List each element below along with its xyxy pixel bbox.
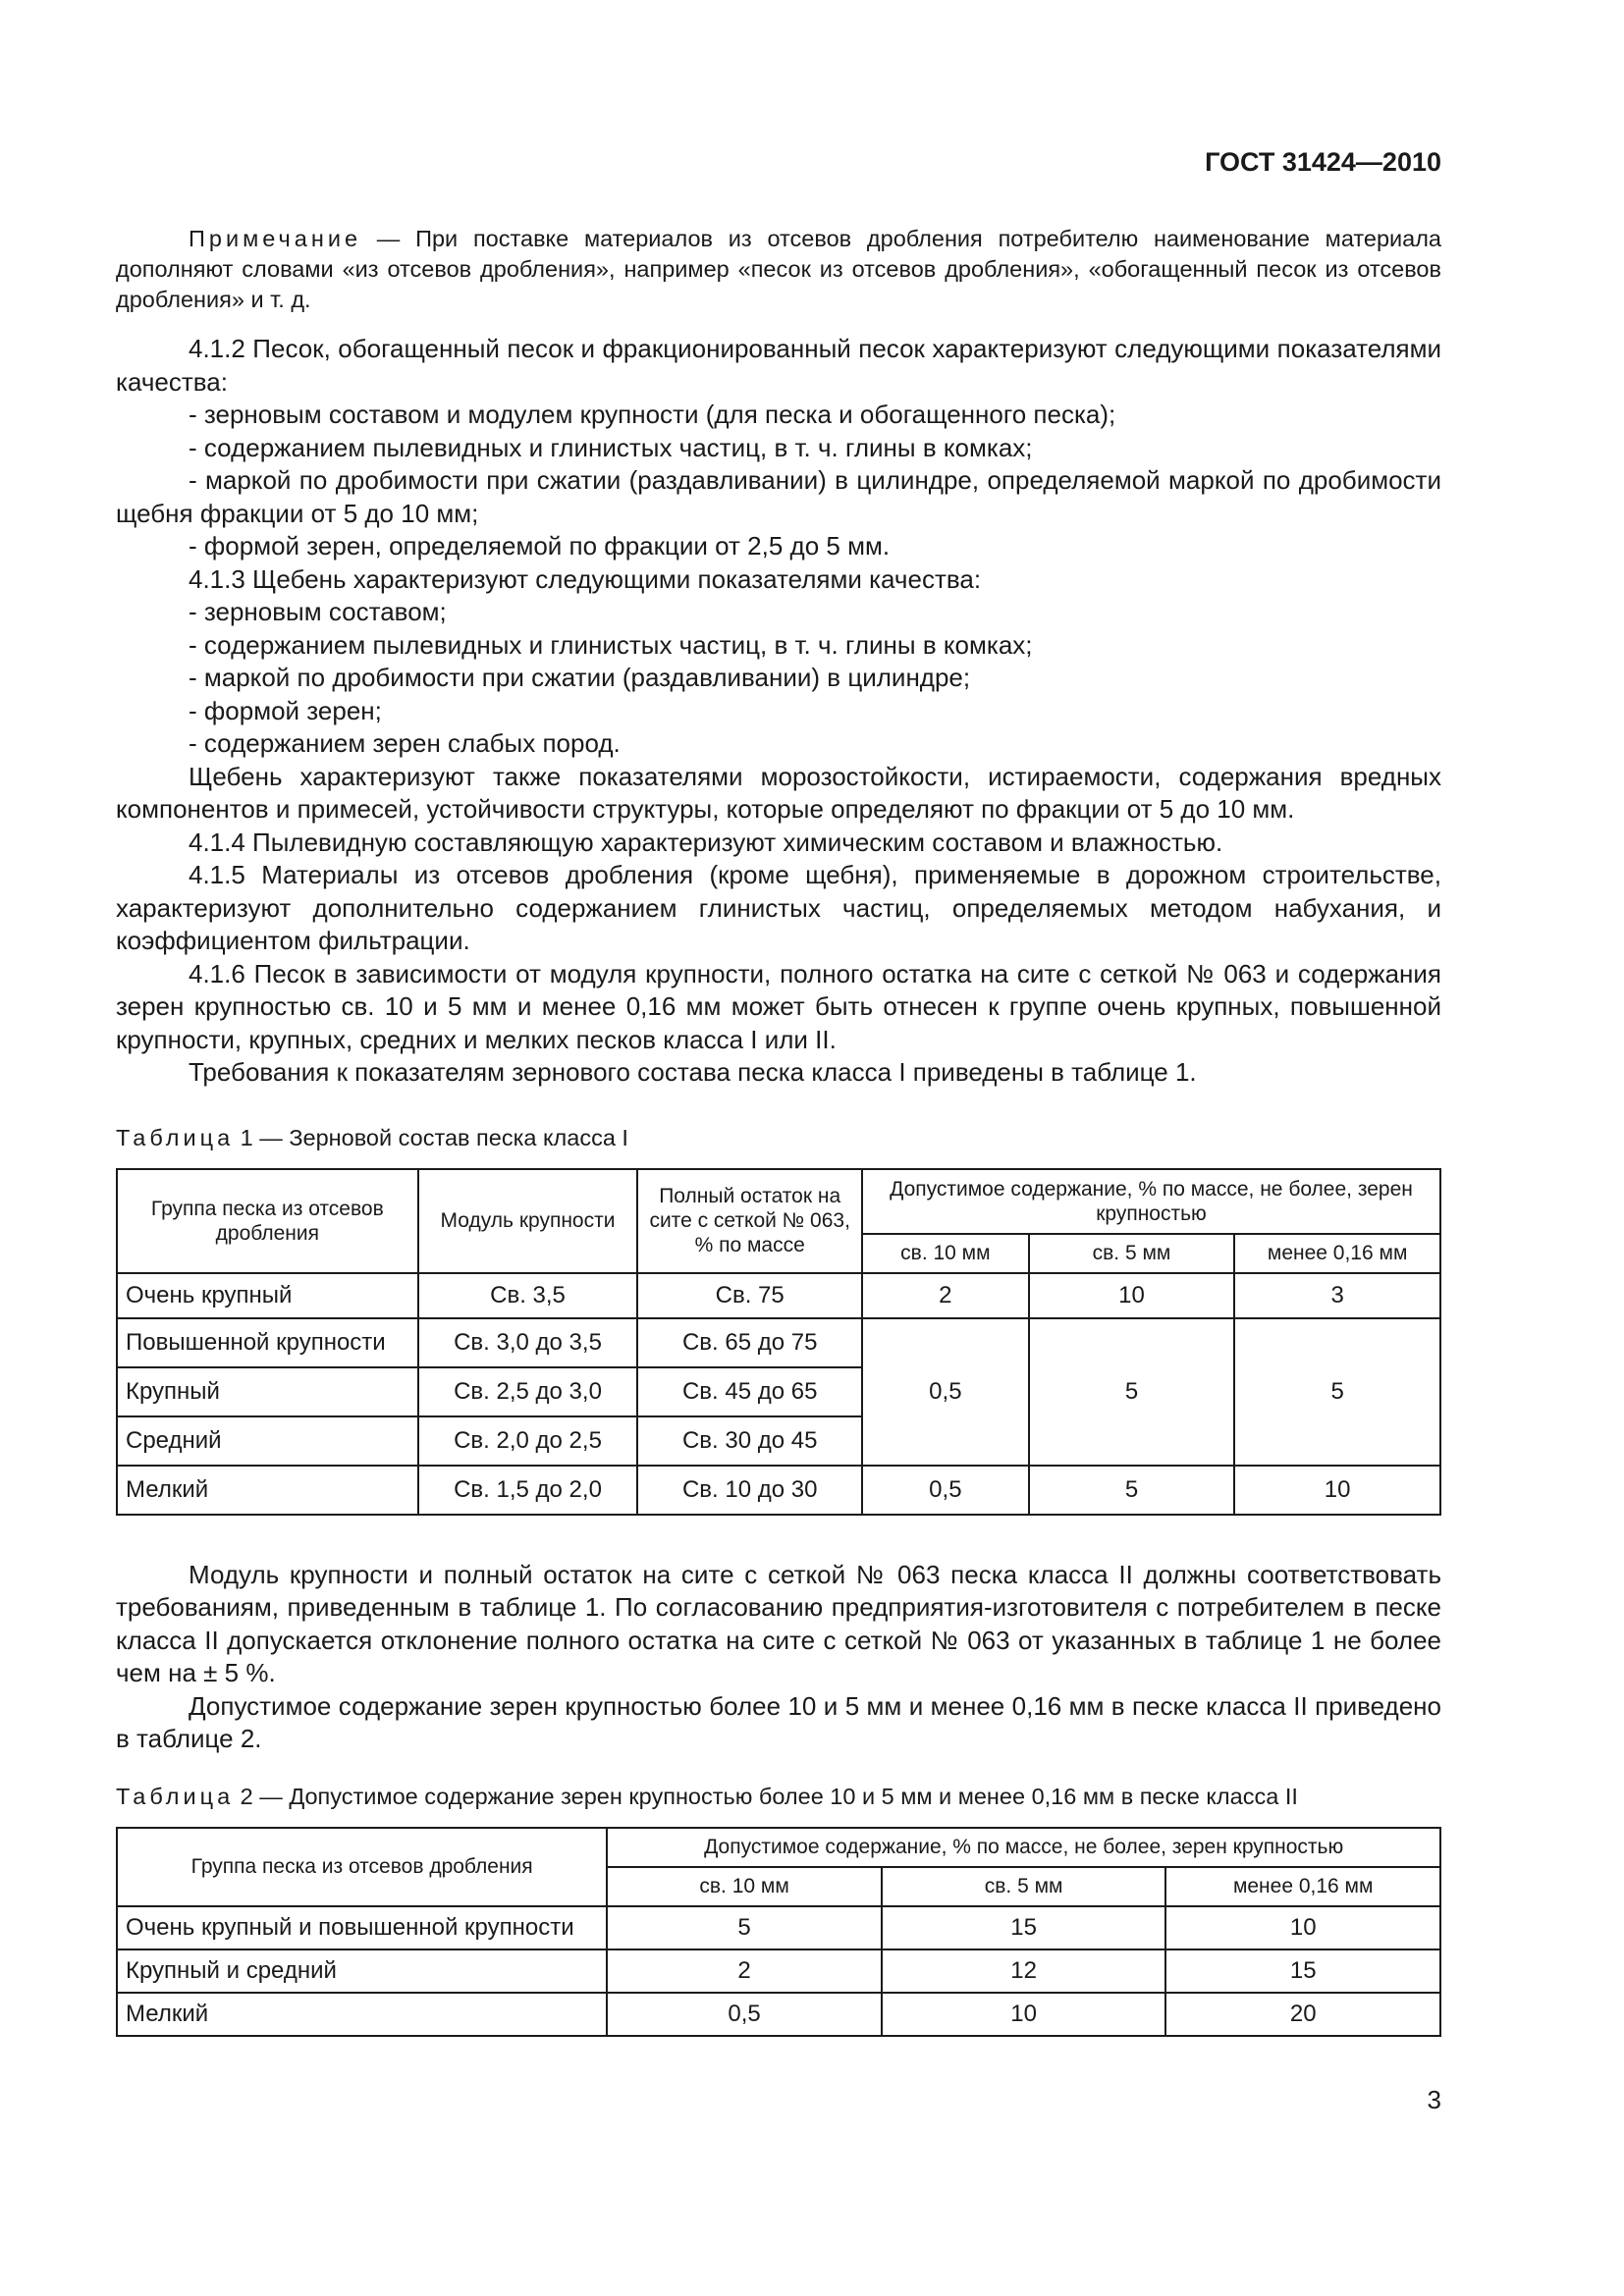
list-item: - содержанием зерен слабых пород. — [189, 728, 621, 758]
table-cell: Крупный — [117, 1367, 418, 1416]
table-cell: 2 — [607, 1949, 882, 1993]
table1-caption — [116, 1123, 1441, 1152]
table1-header-residue: Полный остаток на сите с сеткой № 063, % по массе — [637, 1169, 862, 1273]
table1-caption-text: 1 — Зерновой состав песка класса I — [234, 1124, 628, 1150]
list-item: - содержанием пылевидных и глинистых частиц, в т. ч. глины в комках; — [189, 629, 1033, 660]
table-row — [117, 1993, 1440, 2036]
table1-subheader: св. 5 мм — [1029, 1234, 1235, 1273]
table-cell-merged: 0,5 — [862, 1318, 1029, 1466]
paragraph-4-1-3: 4.1.3 Щебень характеризуют следующими показателями качества: — [189, 563, 982, 594]
table-cell: Св. 3,5 — [418, 1273, 638, 1318]
table-cell: 10 — [1234, 1466, 1440, 1515]
table-cell: Св. 2,0 до 2,5 — [418, 1416, 638, 1466]
list-item: - формой зерен, определяемой по фракции от 2,5 до 5 мм. — [189, 531, 891, 561]
page-number: 3 — [1427, 2085, 1441, 2114]
table-cell: 10 — [882, 1993, 1166, 2036]
table2-subheader: менее 0,16 мм — [1165, 1867, 1440, 1906]
document-body — [116, 224, 1441, 2037]
list-item: - маркой по дробимости при сжатии (раздавливании) в цилиндре, определяемой маркой по дробимости щебня фракции от 5 до 10 мм; — [116, 465, 1441, 528]
paragraph-4-1-4: 4.1.4 Пылевидную составляющую характеризуют химическим составом и влажностью. — [189, 827, 1223, 857]
table-row — [117, 1318, 1440, 1367]
list-item: - маркой по дробимости при сжатии (раздавливании) в цилиндре; — [189, 663, 971, 692]
table2-subheader: св. 5 мм — [882, 1867, 1166, 1906]
table-cell: 20 — [1165, 1993, 1440, 2036]
table-cell-merged: 5 — [1029, 1318, 1235, 1466]
table1-caption-label: Таблица — [116, 1124, 235, 1150]
table2-caption — [116, 1782, 1441, 1811]
paragraph-4-1-5: 4.1.5 Материалы из отсевов дробления (кроме щебня), применяемые в дорожном строительстве, характеризуют дополнительно содержанием глинистых частиц, определяемых методом набухания, и коэффициентом фильтрации. — [116, 860, 1441, 955]
list-item: - зерновым составом; — [189, 597, 447, 626]
table-cell: Мелкий — [117, 1993, 607, 2036]
paragraph: Модуль крупности и полный остаток на сите с сеткой № 063 песка класса II должны соответствовать требованиям, приведенным в таблице 1. По согласованию предприятия-изготовителя с потребителем в песке класса II допускается отклонение полного остатка на сите с сеткой № 063 от указанных в таблице 1 не более чем на ± 5 %. — [116, 1559, 1441, 1687]
paragraph-4-1-6: 4.1.6 Песок в зависимости от модуля крупности, полного остатка на сите с сеткой № 063 и содержания зерен крупностью св. 10 и 5 мм и менее 0,16 мм может быть отнесен к группе очень крупных, повышенной крупности, крупных, средних и мелких песков класса I или II. — [116, 958, 1441, 1054]
table-cell: 12 — [882, 1949, 1166, 1993]
list-item: - содержанием пылевидных и глинистых частиц, в т. ч. глины в комках; — [189, 432, 1033, 462]
note-text: — При поставке материалов из отсевов дробления потребителю наименование материала дополняют словами «из отсевов дробления», например «песок из отсевов дробления», «обогащенный песок из отсевов дробления» и т. д. — [116, 226, 1441, 312]
table-2 — [116, 1827, 1441, 2037]
table-cell: Св. 75 — [637, 1273, 862, 1318]
table-cell: Св. 2,5 до 3,0 — [418, 1367, 638, 1416]
table2-caption-label: Таблица — [116, 1783, 235, 1809]
table-cell: Св. 10 до 30 — [637, 1466, 862, 1515]
table-row — [117, 1906, 1440, 1949]
table-cell: 0,5 — [607, 1993, 882, 2036]
table-cell: 10 — [1165, 1906, 1440, 1949]
table-cell: Очень крупный и повышенной крупности — [117, 1906, 607, 1949]
table2-header-allowed: Допустимое содержание, % по массе, не более, зерен крупностью — [607, 1828, 1440, 1867]
paragraph: Допустимое содержание зерен крупностью более 10 и 5 мм и менее 0,16 мм в песке класса II приведено в таблице 2. — [116, 1690, 1441, 1753]
table-cell: Св. 1,5 до 2,0 — [418, 1466, 638, 1515]
paragraph: Щебень характеризуют также показателями морозостойкости, истираемости, содержания вредных компонентов и примесей, устойчивости структуры, которые определяют по фракции от 5 до 10 мм. — [116, 761, 1441, 824]
table-cell: Средний — [117, 1416, 418, 1466]
table1-subheader: менее 0,16 мм — [1234, 1234, 1440, 1273]
note-paragraph — [116, 224, 1441, 315]
table-cell: Св. 45 до 65 — [637, 1367, 862, 1416]
table-row — [117, 1949, 1440, 1993]
table-cell: Св. 65 до 75 — [637, 1318, 862, 1367]
table2-subheader: св. 10 мм — [607, 1867, 882, 1906]
table-row — [117, 1273, 1440, 1318]
table-row — [117, 1466, 1440, 1515]
table-cell: 2 — [862, 1273, 1029, 1318]
table-cell: 10 — [1029, 1273, 1235, 1318]
table-cell-merged: 5 — [1234, 1318, 1440, 1466]
note-label: Примечание — [189, 226, 362, 251]
table-cell: Крупный и средний — [117, 1949, 607, 1993]
table-cell: Мелкий — [117, 1466, 418, 1515]
table-cell: Св. 3,0 до 3,5 — [418, 1318, 638, 1367]
table-cell: Очень крупный — [117, 1273, 418, 1318]
table-cell: Св. 30 до 45 — [637, 1416, 862, 1466]
table1-header-allowed: Допустимое содержание, % по массе, не более, зерен крупностью — [862, 1169, 1440, 1234]
table1-header-modulus: Модуль крупности — [418, 1169, 638, 1273]
paragraph-4-1-2: 4.1.2 Песок, обогащенный песок и фракционированный песок характеризуют следующими показателями качества: — [116, 334, 1441, 397]
document-header: ГОСТ 31424—2010 — [1205, 147, 1441, 177]
list-item: - формой зерен; — [189, 695, 382, 725]
table-cell: Повышенной крупности — [117, 1318, 418, 1367]
table-cell: 5 — [1029, 1466, 1235, 1515]
paragraph: Требования к показателям зернового состава песка класса I приведены в таблице 1. — [189, 1057, 1197, 1087]
table-1 — [116, 1168, 1441, 1516]
table1-subheader: св. 10 мм — [862, 1234, 1029, 1273]
table-cell: 5 — [607, 1906, 882, 1949]
table2-caption-text: 2 — Допустимое содержание зерен крупностью более 10 и 5 мм и менее 0,16 мм в песке класса II — [234, 1783, 1298, 1809]
table-cell: 0,5 — [862, 1466, 1029, 1515]
table2-header-group: Группа песка из отсевов дробления — [117, 1828, 607, 1906]
list-item: - зерновым составом и модулем крупности (для песка и обогащенного песка); — [189, 400, 1116, 429]
table-cell: 15 — [1165, 1949, 1440, 1993]
table1-header-group: Группа песка из отсевов дробления — [117, 1169, 418, 1273]
table-cell: 3 — [1234, 1273, 1440, 1318]
table-cell: 15 — [882, 1906, 1166, 1949]
